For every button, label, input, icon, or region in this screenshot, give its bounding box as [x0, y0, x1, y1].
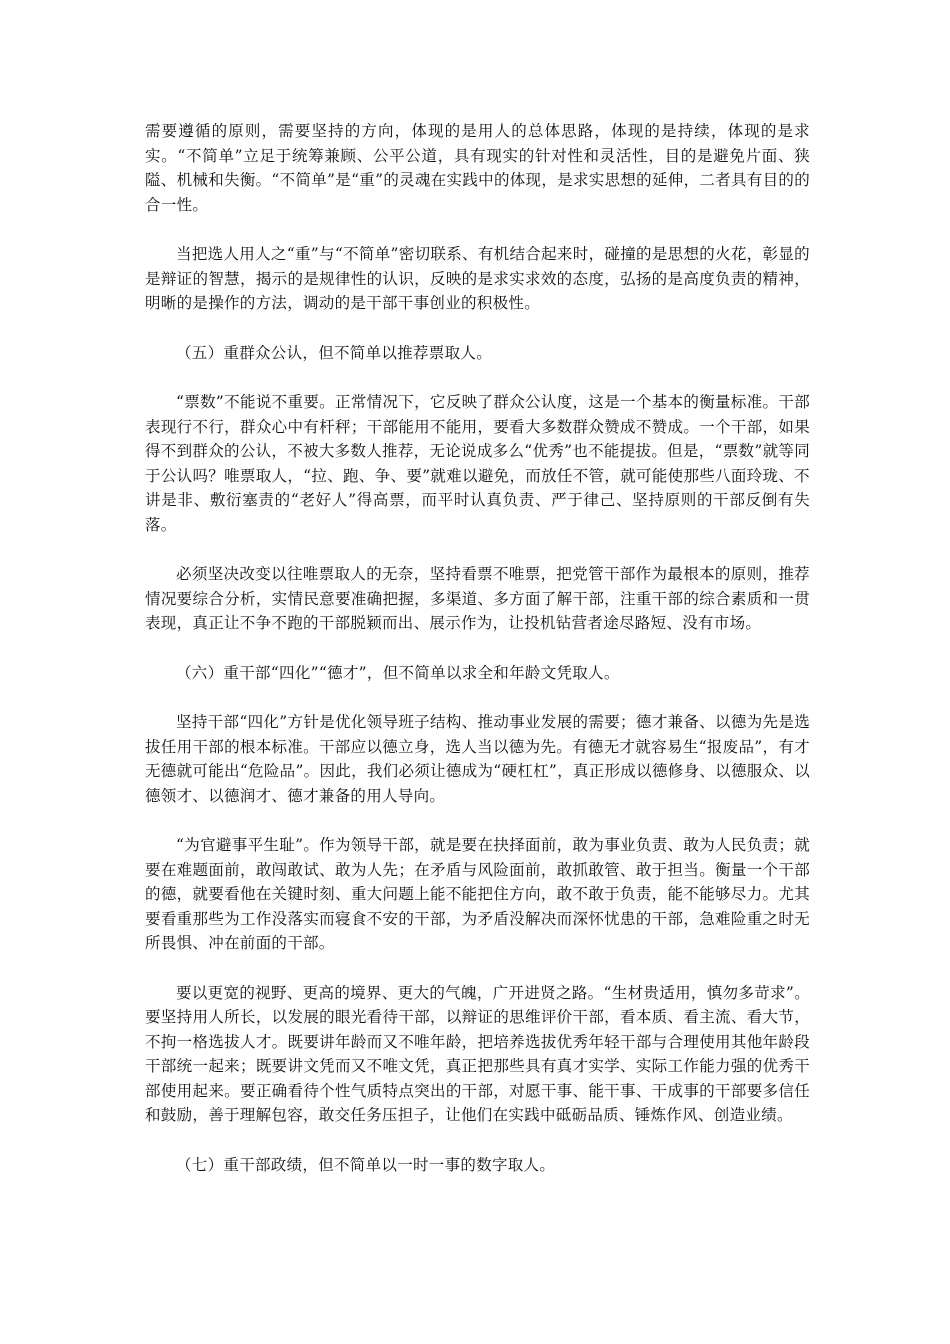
paragraph: “票数”不能说不重要。正常情况下，它反映了群众公认度，这是一个基本的衡量标准。干部表现行不行，群众心中有杆秤；干部能用不能用，要看大多数群众赞成不赞成。一个干部，如果得不到群众的公认，不被大多数人推荐，无论说成多么“优秀”也不能提拔。但是，“票数”就等同于公认吗？唯票取人，“拉、跑、争、要”就难以避免，而放任不管，就可能使那些八面玲珑、不讲是非、敷衍塞责的“老好人”得高票，而平时认真负责、严于律己、坚持原则的干部反倒有失落。: [145, 393, 810, 534]
document-body: [145, 119, 810, 1177]
paragraph: 当把选人用人之“重”与“不简单”密切联系、有机结合起来时，碰撞的是思想的火花，彰显的是辩证的智慧，揭示的是规律性的认识，反映的是求实求效的态度，弘扬的是高度负责的精神，明晰的是操作的方法，调动的是干部干事创业的积极性。: [145, 245, 810, 312]
section-heading-six: （六）重干部“四化”“德才”，但不简单以求全和年龄文凭取人。: [176, 663, 620, 682]
section-heading-five: （五）重群众公认，但不简单以推荐票取人。: [176, 343, 493, 362]
paragraph-continued: 需要遵循的原则，需要坚持的方向，体现的是用人的总体思路，体现的是持续，体现的是求实。“不简单”立足于统筹兼顾、公平公道，具有现实的针对性和灵活性，目的是避免片面、狭隘、机械和失衡。“不简单”是“重”的灵魂在实践中的体现，是求实思想的延伸，二者具有目的的合一性。: [145, 122, 810, 214]
paragraph: 要以更宽的视野、更高的境界、更大的气魄，广开进贤之路。“生材贵适用，慎勿多苛求”。要坚持用人所长，以发展的眼光看待干部，以辩证的思维评价干部，看本质、看主流、看大节，不拘一格选拔人才。既要讲年龄而又不唯年龄，把培养选拔优秀年轻干部与合理使用其他年龄段干部统一起来；既要讲文凭而又不唯文凭，真正把那些具有真才实学、实际工作能力强的优秀干部使用起来。要正确看待个性气质特点突出的干部，对愿干事、能干事、干成事的干部要多信任和鼓励，善于理解包容，敢交任务压担子，让他们在实践中砥砺品质、锤炼作风、创造业绩。: [145, 983, 810, 1124]
paragraph: “为官避事平生耻”。作为领导干部，就是要在抉择面前，敢为事业负责、敢为人民负责；就要在难题面前，敢闯敢试、敢为人先；在矛盾与风险面前，敢抓敢管、敢于担当。衡量一个干部的德，就要看他在关键时刻、重大问题上能不能把住方向，敢不敢于负责，能不能够尽力。尤其要看重那些为工作没落实而寝食不安的干部，为矛盾没解决而深怀忧患的干部，急难险重之时无所畏惧、冲在前面的干部。: [145, 836, 810, 952]
paragraph: 必须坚决改变以往唯票取人的无奈，坚持看票不唯票，把党管干部作为最根本的原则，推荐情况要综合分析，实情民意要准确把握，多渠道、多方面了解干部，注重干部的综合素质和一贯表现，真正让不争不跑的干部脱颖而出、展示作为，让投机钻营者途尽路短、没有市场。: [145, 565, 810, 632]
paragraph: 坚持干部“四化”方针是优化领导班子结构、推动事业发展的需要；德才兼备、以德为先是选拔任用干部的根本标准。干部应以德立身，选人当以德为先。有德无才就容易生“报废品”，有才无德就可能出“危险品”。因此，我们必须让德成为“硬杠杠”，真正形成以德修身、以德服众、以德领才、以德润才、德才兼备的用人导向。: [145, 713, 810, 805]
section-heading-seven: （七）重干部政绩，但不简单以一时一事的数字取人。: [176, 1155, 556, 1174]
